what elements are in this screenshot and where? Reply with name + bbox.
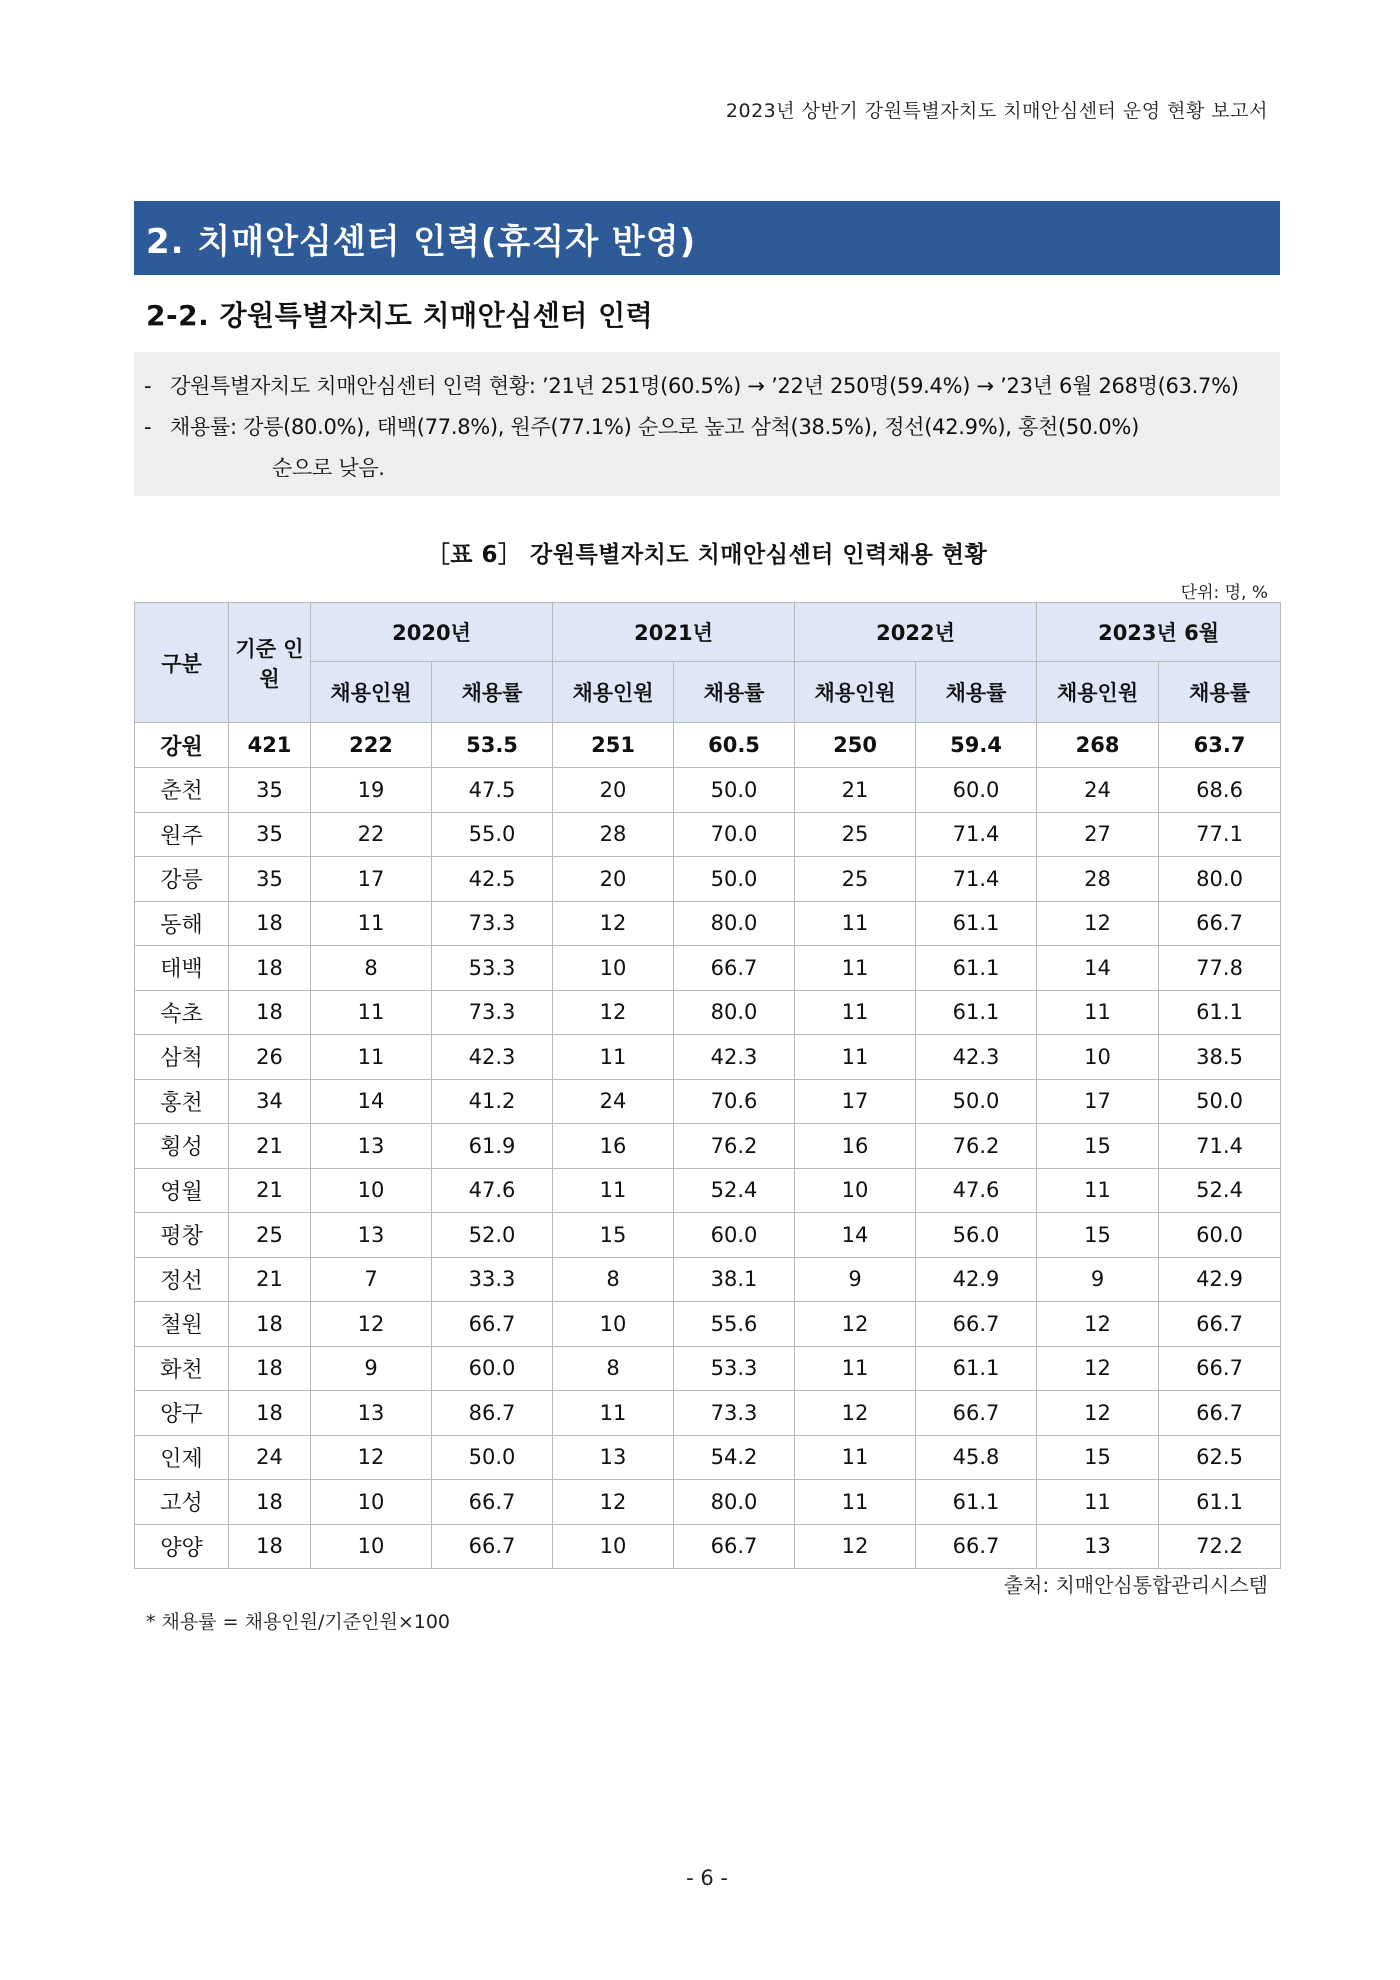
region-cell: 원주 xyxy=(135,812,229,857)
table-row xyxy=(135,1524,1281,1569)
hired-cell: 25 xyxy=(795,812,916,857)
hired-cell: 13 xyxy=(311,1391,432,1436)
hired-cell: 13 xyxy=(553,1435,674,1480)
rate-cell: 80.0 xyxy=(674,901,795,946)
region-cell: 영월 xyxy=(135,1168,229,1213)
hired-cell: 28 xyxy=(553,812,674,857)
header-category: 구분 xyxy=(135,603,229,723)
hired-cell: 11 xyxy=(311,1035,432,1080)
table-row xyxy=(135,723,1281,768)
region-cell: 태백 xyxy=(135,946,229,991)
summary-box xyxy=(134,352,1280,496)
base-staff-cell: 21 xyxy=(229,1257,311,1302)
hired-cell: 14 xyxy=(311,1079,432,1124)
hired-cell: 9 xyxy=(311,1346,432,1391)
rate-cell: 52.4 xyxy=(1159,1168,1281,1213)
rate-cell: 47.6 xyxy=(432,1168,553,1213)
rate-cell: 53.5 xyxy=(432,723,553,768)
hired-cell: 250 xyxy=(795,723,916,768)
rate-cell: 61.1 xyxy=(1159,990,1281,1035)
hired-cell: 10 xyxy=(311,1168,432,1213)
rate-cell: 68.6 xyxy=(1159,768,1281,813)
hired-cell: 10 xyxy=(1037,1035,1159,1080)
header-rate: 채용률 xyxy=(674,662,795,723)
rate-cell: 66.7 xyxy=(432,1480,553,1525)
region-cell: 횡성 xyxy=(135,1124,229,1169)
hired-cell: 7 xyxy=(311,1257,432,1302)
rate-cell: 53.3 xyxy=(432,946,553,991)
hired-cell: 16 xyxy=(795,1124,916,1169)
hired-cell: 11 xyxy=(795,946,916,991)
header-rate: 채용률 xyxy=(916,662,1037,723)
rate-cell: 47.5 xyxy=(432,768,553,813)
hired-cell: 15 xyxy=(553,1213,674,1258)
rate-cell: 50.0 xyxy=(674,768,795,813)
rate-cell: 50.0 xyxy=(916,1079,1037,1124)
page-number: - 6 - xyxy=(686,1866,728,1890)
hired-cell: 9 xyxy=(1037,1257,1159,1302)
header-rate: 채용률 xyxy=(1159,662,1281,723)
hired-cell: 24 xyxy=(553,1079,674,1124)
rate-cell: 66.7 xyxy=(1159,1302,1281,1347)
rate-cell: 72.2 xyxy=(1159,1524,1281,1569)
hired-cell: 25 xyxy=(795,857,916,902)
header-hired: 채용인원 xyxy=(311,662,432,723)
rate-cell: 41.2 xyxy=(432,1079,553,1124)
region-cell: 화천 xyxy=(135,1346,229,1391)
header-year-2023: 2023년 6월 xyxy=(1037,603,1281,662)
rate-cell: 66.7 xyxy=(674,1524,795,1569)
rate-cell: 70.6 xyxy=(674,1079,795,1124)
table-row xyxy=(135,1480,1281,1525)
region-cell: 강원 xyxy=(135,723,229,768)
rate-cell: 61.1 xyxy=(916,1346,1037,1391)
rate-cell: 42.3 xyxy=(674,1035,795,1080)
hired-cell: 28 xyxy=(1037,857,1159,902)
base-staff-cell: 26 xyxy=(229,1035,311,1080)
hired-cell: 12 xyxy=(553,1480,674,1525)
unit-label: 단위: 명, % xyxy=(1180,583,1268,603)
hired-cell: 12 xyxy=(795,1524,916,1569)
hired-cell: 12 xyxy=(311,1435,432,1480)
rate-cell: 33.3 xyxy=(432,1257,553,1302)
table-row xyxy=(135,857,1281,902)
base-staff-cell: 18 xyxy=(229,1346,311,1391)
hired-cell: 12 xyxy=(1037,901,1159,946)
hired-cell: 12 xyxy=(795,1302,916,1347)
rate-cell: 60.0 xyxy=(432,1346,553,1391)
hired-cell: 12 xyxy=(1037,1391,1159,1436)
base-staff-cell: 18 xyxy=(229,946,311,991)
rate-cell: 70.0 xyxy=(674,812,795,857)
hired-cell: 17 xyxy=(1037,1079,1159,1124)
rate-cell: 76.2 xyxy=(916,1124,1037,1169)
rate-cell: 55.0 xyxy=(432,812,553,857)
hired-cell: 11 xyxy=(553,1035,674,1080)
table-row xyxy=(135,946,1281,991)
hired-cell: 20 xyxy=(553,768,674,813)
summary-text-3: 순으로 낮음. xyxy=(272,456,385,480)
base-staff-cell: 21 xyxy=(229,1168,311,1213)
table-row xyxy=(135,812,1281,857)
rate-cell: 73.3 xyxy=(432,901,553,946)
rate-cell: 55.6 xyxy=(674,1302,795,1347)
rate-cell: 71.4 xyxy=(916,812,1037,857)
rate-cell: 80.0 xyxy=(1159,857,1281,902)
rate-cell: 61.1 xyxy=(1159,1480,1281,1525)
hired-cell: 11 xyxy=(311,901,432,946)
rate-cell: 63.7 xyxy=(1159,723,1281,768)
hired-cell: 12 xyxy=(553,901,674,946)
bullet-dash: - xyxy=(144,415,152,439)
base-staff-cell: 24 xyxy=(229,1435,311,1480)
hired-cell: 12 xyxy=(553,990,674,1035)
base-staff-cell: 34 xyxy=(229,1079,311,1124)
hired-cell: 12 xyxy=(311,1302,432,1347)
table-row xyxy=(135,1391,1281,1436)
hired-cell: 9 xyxy=(795,1257,916,1302)
rate-cell: 60.0 xyxy=(916,768,1037,813)
base-staff-cell: 18 xyxy=(229,1391,311,1436)
table-row xyxy=(135,1435,1281,1480)
rate-cell: 77.1 xyxy=(1159,812,1281,857)
table-row xyxy=(135,1257,1281,1302)
rate-cell: 66.7 xyxy=(432,1524,553,1569)
region-cell: 춘천 xyxy=(135,768,229,813)
rate-cell: 50.0 xyxy=(674,857,795,902)
hired-cell: 222 xyxy=(311,723,432,768)
hired-cell: 10 xyxy=(553,1524,674,1569)
region-cell: 속초 xyxy=(135,990,229,1035)
hired-cell: 13 xyxy=(311,1124,432,1169)
hired-cell: 10 xyxy=(311,1524,432,1569)
rate-cell: 60.0 xyxy=(674,1213,795,1258)
rate-cell: 38.1 xyxy=(674,1257,795,1302)
hired-cell: 11 xyxy=(1037,990,1159,1035)
header-year-2022: 2022년 xyxy=(795,603,1037,662)
rate-cell: 42.3 xyxy=(432,1035,553,1080)
table-row xyxy=(135,1124,1281,1169)
hired-cell: 10 xyxy=(553,1302,674,1347)
rate-cell: 71.4 xyxy=(916,857,1037,902)
hired-cell: 268 xyxy=(1037,723,1159,768)
rate-cell: 66.7 xyxy=(1159,1391,1281,1436)
table-row xyxy=(135,990,1281,1035)
hired-cell: 8 xyxy=(311,946,432,991)
hired-cell: 17 xyxy=(795,1079,916,1124)
rate-cell: 50.0 xyxy=(1159,1079,1281,1124)
header-year-2020: 2020년 xyxy=(311,603,553,662)
base-staff-cell: 35 xyxy=(229,812,311,857)
summary-line-1 xyxy=(144,366,1268,407)
summary-line-2 xyxy=(144,407,1268,448)
hired-cell: 21 xyxy=(795,768,916,813)
rate-cell: 66.7 xyxy=(674,946,795,991)
section-title: 2. 치매안심센터 인력(휴직자 반영) xyxy=(146,221,697,262)
running-header: 2023년 상반기 강원특별자치도 치매안심센터 운영 현황 보고서 xyxy=(725,100,1268,122)
region-cell: 강릉 xyxy=(135,857,229,902)
rate-cell: 66.7 xyxy=(916,1524,1037,1569)
table-row xyxy=(135,768,1281,813)
rate-cell: 86.7 xyxy=(432,1391,553,1436)
base-staff-cell: 35 xyxy=(229,768,311,813)
subsection-title: 2-2. 강원특별자치도 치매안심센터 인력 xyxy=(146,299,654,332)
table-row xyxy=(135,1213,1281,1258)
hired-cell: 251 xyxy=(553,723,674,768)
hired-cell: 15 xyxy=(1037,1213,1159,1258)
table-row xyxy=(135,1346,1281,1391)
hired-cell: 11 xyxy=(795,1435,916,1480)
hired-cell: 8 xyxy=(553,1346,674,1391)
rate-cell: 42.9 xyxy=(1159,1257,1281,1302)
base-staff-cell: 18 xyxy=(229,1524,311,1569)
table-row xyxy=(135,1302,1281,1347)
rate-cell: 80.0 xyxy=(674,990,795,1035)
rate-cell: 61.1 xyxy=(916,990,1037,1035)
rate-cell: 66.7 xyxy=(1159,1346,1281,1391)
region-cell: 양양 xyxy=(135,1524,229,1569)
rate-cell: 73.3 xyxy=(674,1391,795,1436)
base-staff-cell: 18 xyxy=(229,1480,311,1525)
rate-cell: 42.9 xyxy=(916,1257,1037,1302)
rate-cell: 61.1 xyxy=(916,901,1037,946)
region-cell: 평창 xyxy=(135,1213,229,1258)
region-cell: 삼척 xyxy=(135,1035,229,1080)
summary-line-3 xyxy=(144,448,1268,489)
staffing-table xyxy=(134,602,1281,1569)
hired-cell: 10 xyxy=(311,1480,432,1525)
rate-cell: 52.4 xyxy=(674,1168,795,1213)
rate-cell: 50.0 xyxy=(432,1435,553,1480)
base-staff-cell: 18 xyxy=(229,901,311,946)
region-cell: 홍천 xyxy=(135,1079,229,1124)
hired-cell: 11 xyxy=(795,1346,916,1391)
rate-cell: 73.3 xyxy=(432,990,553,1035)
footnote: * 채용률 = 채용인원/기준인원×100 xyxy=(146,1611,451,1633)
hired-cell: 22 xyxy=(311,812,432,857)
hired-cell: 24 xyxy=(1037,768,1159,813)
rate-cell: 77.8 xyxy=(1159,946,1281,991)
region-cell: 고성 xyxy=(135,1480,229,1525)
rate-cell: 66.7 xyxy=(1159,901,1281,946)
hired-cell: 11 xyxy=(795,1480,916,1525)
hired-cell: 14 xyxy=(795,1213,916,1258)
bullet-dash: - xyxy=(144,374,152,398)
rate-cell: 54.2 xyxy=(674,1435,795,1480)
hired-cell: 13 xyxy=(1037,1524,1159,1569)
hired-cell: 15 xyxy=(1037,1435,1159,1480)
rate-cell: 71.4 xyxy=(1159,1124,1281,1169)
hired-cell: 8 xyxy=(553,1257,674,1302)
summary-text-1: 강원특별자치도 치매안심센터 인력 현황: ’21년 251명(60.5%) → ’22년 250명(59.4%) → ’23년 6월 268명(63.7%) xyxy=(170,374,1239,398)
hired-cell: 12 xyxy=(1037,1302,1159,1347)
hired-cell: 10 xyxy=(553,946,674,991)
base-staff-cell: 18 xyxy=(229,990,311,1035)
rate-cell: 61.1 xyxy=(916,946,1037,991)
header-base-staff: 기준 인원 xyxy=(229,603,311,723)
region-cell: 인제 xyxy=(135,1435,229,1480)
hired-cell: 11 xyxy=(795,1035,916,1080)
table-row xyxy=(135,1079,1281,1124)
table-row xyxy=(135,901,1281,946)
hired-cell: 11 xyxy=(1037,1168,1159,1213)
hired-cell: 12 xyxy=(795,1391,916,1436)
hired-cell: 16 xyxy=(553,1124,674,1169)
hired-cell: 14 xyxy=(1037,946,1159,991)
region-cell: 양구 xyxy=(135,1391,229,1436)
hired-cell: 11 xyxy=(553,1168,674,1213)
region-cell: 정선 xyxy=(135,1257,229,1302)
rate-cell: 59.4 xyxy=(916,723,1037,768)
rate-cell: 66.7 xyxy=(916,1302,1037,1347)
hired-cell: 27 xyxy=(1037,812,1159,857)
summary-text-2: 채용률: 강릉(80.0%), 태백(77.8%), 원주(77.1%) 순으로 높고 삼척(38.5%), 정선(42.9%), 홍천(50.0%) xyxy=(170,415,1139,439)
hired-cell: 11 xyxy=(1037,1480,1159,1525)
section-title-bar xyxy=(134,201,1280,275)
hired-cell: 17 xyxy=(311,857,432,902)
table-row xyxy=(135,1035,1281,1080)
rate-cell: 56.0 xyxy=(916,1213,1037,1258)
rate-cell: 80.0 xyxy=(674,1480,795,1525)
region-cell: 동해 xyxy=(135,901,229,946)
rate-cell: 38.5 xyxy=(1159,1035,1281,1080)
rate-cell: 66.7 xyxy=(432,1302,553,1347)
rate-cell: 42.3 xyxy=(916,1035,1037,1080)
rate-cell: 66.7 xyxy=(916,1391,1037,1436)
base-staff-cell: 25 xyxy=(229,1213,311,1258)
rate-cell: 76.2 xyxy=(674,1124,795,1169)
table-row xyxy=(135,1168,1281,1213)
header-rate: 채용률 xyxy=(432,662,553,723)
table-title: ［표 6］ 강원특별자치도 치매안심센터 인력채용 현황 xyxy=(426,542,988,568)
rate-cell: 60.5 xyxy=(674,723,795,768)
base-staff-cell: 35 xyxy=(229,857,311,902)
header-hired: 채용인원 xyxy=(553,662,674,723)
hired-cell: 19 xyxy=(311,768,432,813)
rate-cell: 52.0 xyxy=(432,1213,553,1258)
rate-cell: 60.0 xyxy=(1159,1213,1281,1258)
rate-cell: 45.8 xyxy=(916,1435,1037,1480)
hired-cell: 15 xyxy=(1037,1124,1159,1169)
rate-cell: 61.9 xyxy=(432,1124,553,1169)
source-note: 출처: 치매안심통합관리시스템 xyxy=(1003,1573,1268,1597)
hired-cell: 13 xyxy=(311,1213,432,1258)
table-body xyxy=(135,723,1281,1569)
rate-cell: 61.1 xyxy=(916,1480,1037,1525)
base-staff-cell: 421 xyxy=(229,723,311,768)
hired-cell: 20 xyxy=(553,857,674,902)
hired-cell: 11 xyxy=(795,990,916,1035)
base-staff-cell: 21 xyxy=(229,1124,311,1169)
header-hired: 채용인원 xyxy=(795,662,916,723)
hired-cell: 11 xyxy=(553,1391,674,1436)
hired-cell: 11 xyxy=(795,901,916,946)
hired-cell: 12 xyxy=(1037,1346,1159,1391)
header-year-2021: 2021년 xyxy=(553,603,795,662)
hired-cell: 10 xyxy=(795,1168,916,1213)
region-cell: 철원 xyxy=(135,1302,229,1347)
rate-cell: 53.3 xyxy=(674,1346,795,1391)
header-hired: 채용인원 xyxy=(1037,662,1159,723)
rate-cell: 42.5 xyxy=(432,857,553,902)
rate-cell: 47.6 xyxy=(916,1168,1037,1213)
base-staff-cell: 18 xyxy=(229,1302,311,1347)
hired-cell: 11 xyxy=(311,990,432,1035)
rate-cell: 62.5 xyxy=(1159,1435,1281,1480)
